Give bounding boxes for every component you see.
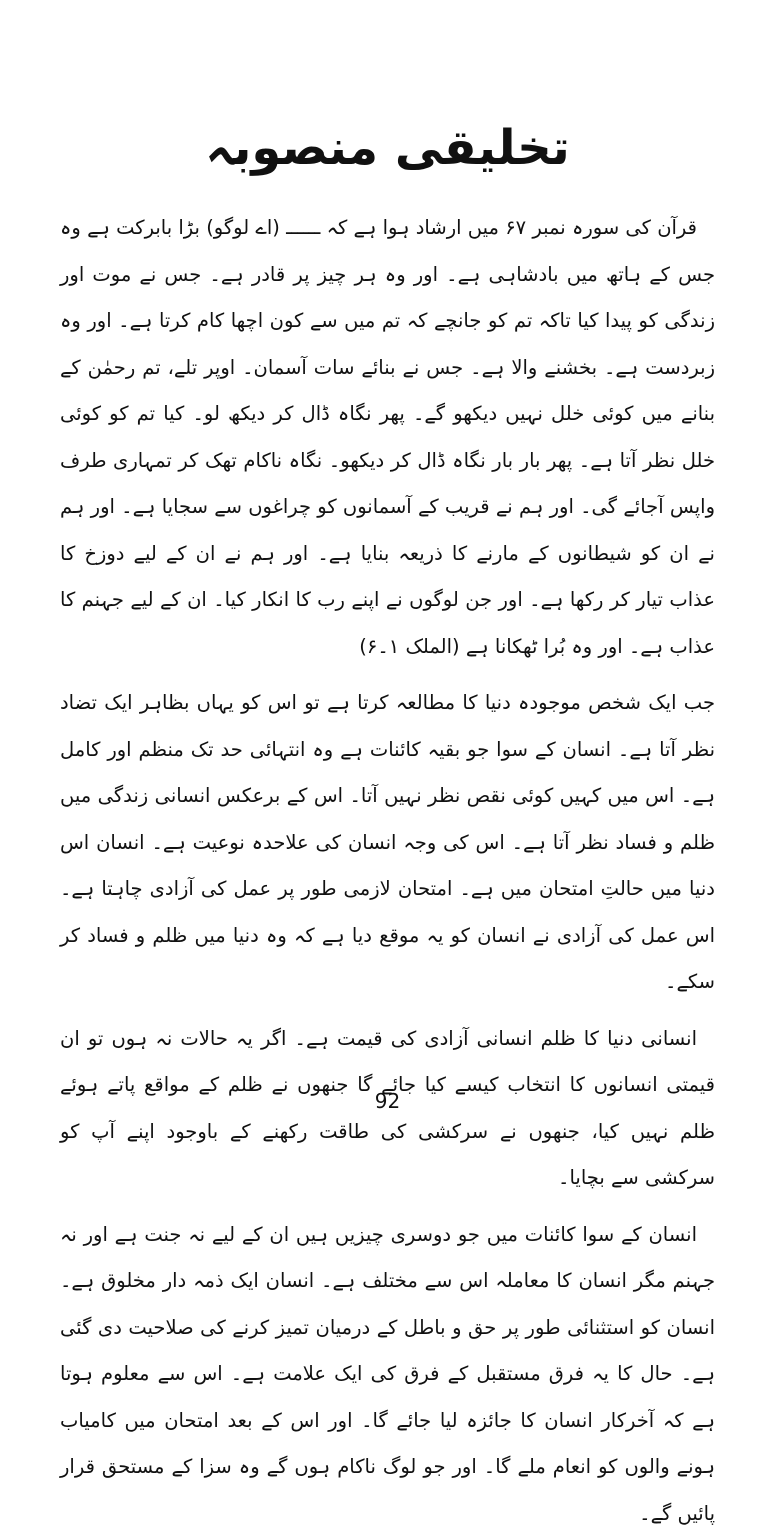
paragraph-contradiction: جب ایک شخص موجودہ دنیا کا مطالعہ کرتا ہے تو اس کو یہاں بظاہر ایک تضاد نظر آتا ہے۔ انسان کے سوا جو بقیہ کائنات ہے وہ انتہائی حد تک منظم اور کامل ہے۔ اس میں کہیں کوئی نقص نظر نہیں آتا۔ اس کے برعکس انسانی زندگی میں ظلم و فساد نظر آتا ہے۔ اس کی وجہ انسان کی علاحدہ نوعیت ہے۔ انسان اس دنیا میں حالتِ امتحان میں ہے۔ امتحان لازمی طور پر عمل کی آزادی چاہتا ہے۔ اس عمل کی آزادی نے انسان کو یہ موقع دیا ہے کہ وہ دنیا میں ظلم و فساد کر سکے۔ [60, 680, 715, 1006]
body-text [60, 205, 715, 1537]
page-title: تخلیقی منصوبہ [60, 122, 715, 175]
paragraph-quran-quote: قرآن کی سورہ نمبر ۶۷ میں ارشاد ہوا ہے کہ ــــــ (اے لوگو) بڑا بابرکت ہے وہ جس کے ہاتھ میں بادشاہی ہے۔ اور وہ ہر چیز پر قادر ہے۔ جس نے موت اور زندگی کو پیدا کیا تاکہ تم کو جانچے کہ تم میں سے کون اچھا کام کرتا ہے۔ اور وہ زبردست ہے۔ بخشنے والا ہے۔ جس نے بنائے سات آسمان۔ اوپر تلے، تم رحمٰن کے بنانے میں کوئی خلل نہیں دیکھو گے۔ پھر نگاہ ڈال کر دیکھ لو۔ کیا تم کو کوئی خلل نظر آتا ہے۔ پھر بار بار نگاہ ڈال کر دیکھو۔ نگاہ ناکام تھک کر تمہاری طرف واپس آجائے گی۔ اور ہم نے قریب کے آسمانوں کو چراغوں سے سجایا ہے۔ اور ہم نے ان کو شیطانوں کے مارنے کا ذریعہ بنایا ہے۔ اور ہم نے ان کے لیے دوزخ کا عذاب تیار کر رکھا ہے۔ اور جن لوگوں نے اپنے رب کا انکار کیا۔ ان کے لیے جہنم کا عذاب ہے۔ اور وہ بُرا ٹھکانا ہے (الملک ۱۔۶) [60, 205, 715, 670]
book-page [60, 0, 715, 1273]
page-number: 92 [60, 1089, 715, 1113]
paragraph-freedom-price: انسانی دنیا کا ظلم انسانی آزادی کی قیمت ہے۔ اگر یہ حالات نہ ہوں تو ان قیمتی انسانوں کا انتخاب کیسے کیا جائے گا جنھوں نے ظلم کے مواقع پاتے ہوئے ظلم نہیں کیا، جنھوں نے سرکشی کی طاقت رکھنے کے باوجود اپنے آپ کو سرکشی سے بچایا۔ [60, 1016, 715, 1202]
paragraph-accountability: انسان کے سوا کائنات میں جو دوسری چیزیں ہیں ان کے لیے نہ جنت ہے اور نہ جہنم مگر انسان کا معاملہ اس سے مختلف ہے۔ انسان ایک ذمہ دار مخلوق ہے۔ انسان کو استثنائی طور پر حق و باطل کے درمیان تمیز کرنے کی صلاحیت دی گئی ہے۔ حال کا یہ فرق مستقبل کے فرق کی ایک علامت ہے۔ اس سے معلوم ہوتا ہے کہ آخرکار انسان کا جائزہ لیا جائے گا۔ اور اس کے بعد امتحان میں کامیاب ہونے والوں کو انعام ملے گا۔ اور جو لوگ ناکام ہوں گے وہ سزا کے مستحق قرار پائیں گے۔ [60, 1212, 715, 1537]
